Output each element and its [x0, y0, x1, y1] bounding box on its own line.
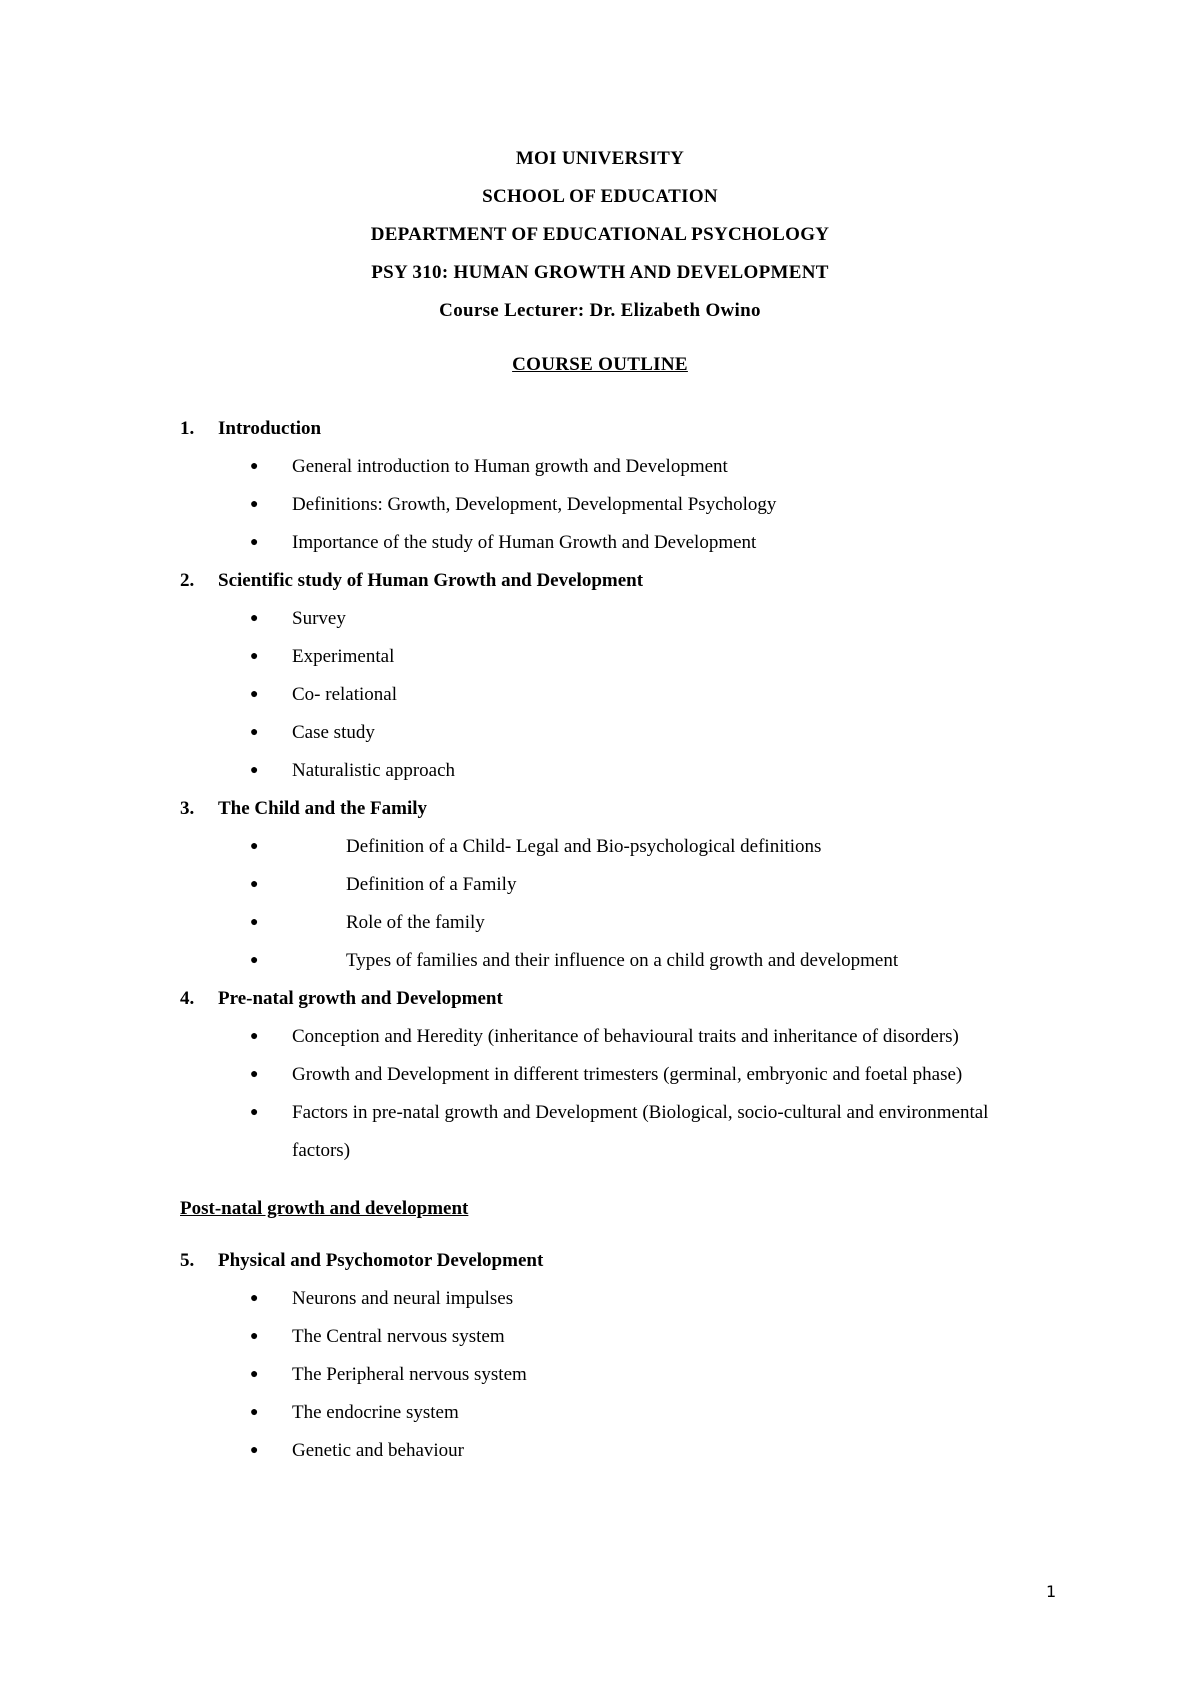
list-item-text: Definition of a Family: [346, 874, 517, 895]
page-number: 1: [1046, 1582, 1057, 1601]
section-number: 5.: [180, 1250, 195, 1271]
list-item: [180, 1018, 1040, 1056]
list-item-text: Definition of a Child- Legal and Bio-psychological definitions: [346, 836, 822, 857]
list-item: [180, 600, 1040, 638]
bullet-icon: ●: [250, 535, 259, 550]
list-item-text: Conception and Heredity (inheritance of behavioural traits and inheritance of disorders): [292, 1026, 959, 1047]
list-item-text: Co- relational: [292, 684, 397, 705]
bullet-icon: ●: [250, 611, 259, 626]
list-item-text: Factors in pre-natal growth and Development (Biological, socio-cultural and environmental factors): [292, 1102, 989, 1161]
list-item: [180, 1318, 1040, 1356]
section-title: The Child and the Family: [218, 798, 428, 819]
department-name: DEPARTMENT OF EDUCATIONAL PSYCHOLOGY: [370, 224, 830, 245]
list-item: [180, 676, 1040, 714]
bullet-icon: ●: [250, 459, 259, 474]
section-title: Introduction: [218, 418, 322, 439]
section-title: Pre-natal growth and Development: [218, 988, 503, 1009]
bullet-icon: ●: [250, 1443, 259, 1458]
bullet-icon: ●: [250, 1105, 259, 1120]
section-heading: [180, 562, 1040, 600]
list-item: [180, 866, 1040, 904]
list-item-text: Survey: [292, 608, 346, 629]
list-item: [180, 828, 1040, 866]
bullet-icon: ●: [250, 953, 259, 968]
course-title: PSY 310: HUMAN GROWTH AND DEVELOPMENT: [371, 262, 829, 283]
bullet-icon: ●: [250, 915, 259, 930]
school-name: SCHOOL OF EDUCATION: [482, 186, 718, 207]
list-item-text: Experimental: [292, 646, 395, 667]
list-item-text: Growth and Development in different trimesters (germinal, embryonic and foetal phase): [292, 1064, 963, 1085]
bullet-icon: ●: [250, 1329, 259, 1344]
list-item-text: Types of families and their influence on a child growth and development: [346, 950, 899, 971]
list-item: [180, 1056, 1040, 1094]
section-number: 1.: [180, 418, 195, 439]
list-item: [180, 1432, 1040, 1470]
outline-title: COURSE OUTLINE: [512, 354, 688, 375]
list-item-text: Genetic and behaviour: [292, 1440, 464, 1461]
list-item: [180, 1094, 1040, 1170]
section-number: 2.: [180, 570, 195, 591]
section-title: Physical and Psychomotor Development: [218, 1250, 544, 1271]
bullet-icon: ●: [250, 1405, 259, 1420]
bullet-icon: ●: [250, 1067, 259, 1082]
bullet-icon: ●: [250, 839, 259, 854]
bullet-icon: ●: [250, 497, 259, 512]
course-lecturer: Course Lecturer: Dr. Elizabeth Owino: [439, 300, 761, 321]
bullet-icon: ●: [250, 763, 259, 778]
section-heading: [180, 790, 1040, 828]
list-item-text: Role of the family: [346, 912, 485, 933]
section-number: 4.: [180, 988, 195, 1009]
document-header: [0, 140, 1200, 332]
list-item: [180, 904, 1040, 942]
list-item-text: The Peripheral nervous system: [292, 1364, 527, 1385]
bullet-icon: ●: [250, 649, 259, 664]
bullet-icon: ●: [250, 725, 259, 740]
section-title: Scientific study of Human Growth and Development: [218, 570, 644, 591]
outline-body: [180, 410, 1040, 1470]
bullet-icon: ●: [250, 877, 259, 892]
list-item: [180, 1394, 1040, 1432]
list-item-text: The Central nervous system: [292, 1326, 505, 1347]
list-item: [180, 486, 1040, 524]
bullet-icon: ●: [250, 1367, 259, 1382]
section-heading: [180, 1242, 1040, 1280]
list-item: [180, 524, 1040, 562]
section-heading: [180, 980, 1040, 1018]
section-number: 3.: [180, 798, 195, 819]
list-item-text: Naturalistic approach: [292, 760, 456, 781]
list-item: [180, 638, 1040, 676]
university-name: MOI UNIVERSITY: [515, 148, 685, 169]
list-item-text: Case study: [292, 722, 375, 743]
bullet-icon: ●: [250, 1291, 259, 1306]
bullet-icon: ●: [250, 1029, 259, 1044]
list-item-text: The endocrine system: [292, 1402, 459, 1423]
list-item: [180, 448, 1040, 486]
list-item-text: Importance of the study of Human Growth and Development: [292, 532, 757, 553]
list-item: [180, 714, 1040, 752]
list-item-text: General introduction to Human growth and Development: [292, 456, 728, 477]
list-item: [180, 942, 1040, 980]
list-item: [180, 1280, 1040, 1318]
list-item-text: Definitions: Growth, Development, Developmental Psychology: [292, 494, 777, 515]
list-item-text: Neurons and neural impulses: [292, 1288, 514, 1309]
list-item: [180, 752, 1040, 790]
post-natal-heading: Post-natal growth and development: [180, 1198, 469, 1219]
section-heading: [180, 410, 1040, 448]
bullet-icon: ●: [250, 687, 259, 702]
list-item: [180, 1356, 1040, 1394]
